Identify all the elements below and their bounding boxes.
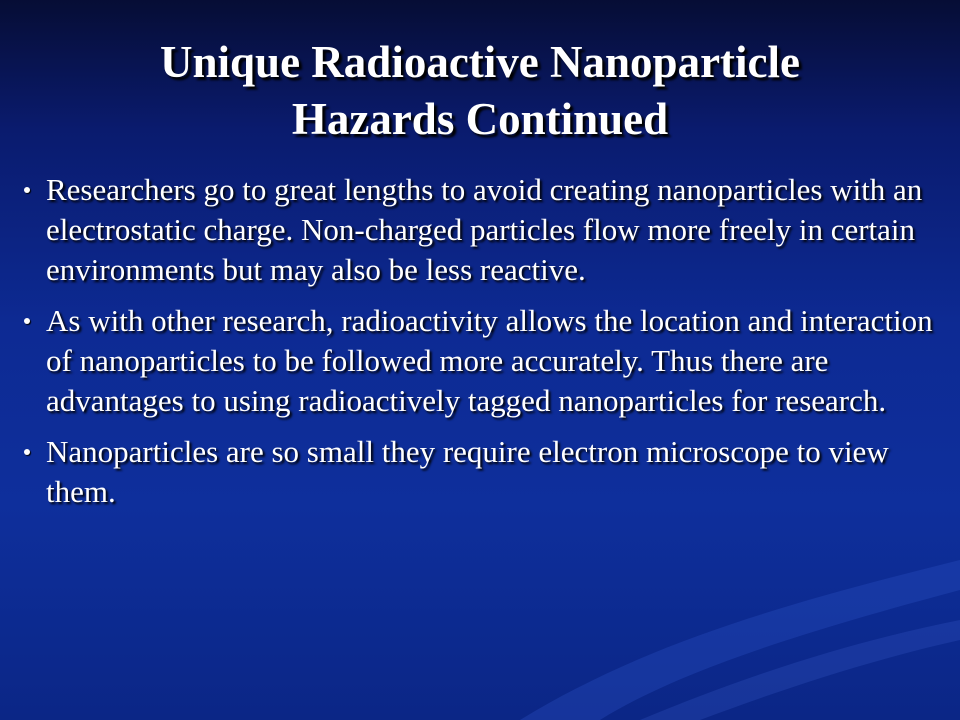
bullet-dot-icon	[24, 318, 30, 324]
slide-title-line-1: Unique Radioactive Nanoparticle	[160, 37, 800, 87]
bullet-item	[20, 432, 946, 512]
slide-title	[40, 34, 920, 148]
bullet-dot-icon	[24, 449, 30, 455]
bullet-item	[20, 170, 946, 290]
slide-title-line-2: Hazards Continued	[291, 94, 669, 144]
bullet-text: Nanoparticles are so small they require electron microscope to view them.	[46, 434, 889, 509]
bullet-dot-icon	[24, 187, 30, 193]
bullet-list	[20, 170, 946, 523]
bullet-text: As with other research, radioactivity allows the location and interaction of nanoparticles to be followed more accurately. Thus there are advantages to using radioactively tagged nanoparticles for research.	[46, 303, 933, 418]
bullet-item	[20, 301, 946, 421]
bullet-text: Researchers go to great lengths to avoid creating nanoparticles with an electrostatic charge. Non-charged particles flow more freely in certain environments but may also be less reactive.	[46, 172, 923, 287]
